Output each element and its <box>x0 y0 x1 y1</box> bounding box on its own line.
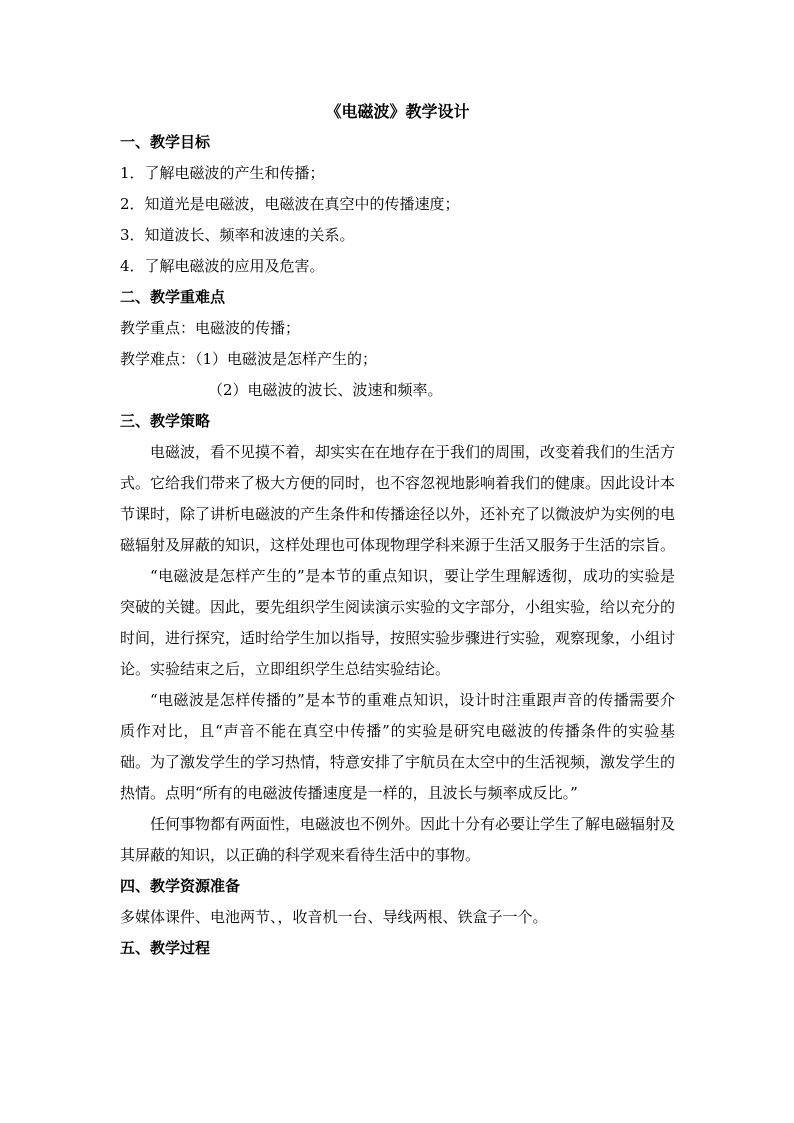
objective-item: 2．知道光是电磁波，电磁波在真空中的传播速度； <box>120 195 460 213</box>
key-point-difficulty-1: 教学难点：（1）电磁波是怎样产生的； <box>120 350 378 368</box>
objective-item: 3．知道波长、频率和波速的关系。 <box>120 226 355 244</box>
section-heading-process: 五、教学过程 <box>120 939 211 957</box>
document-title: 《电磁波》教学设计 <box>325 102 470 121</box>
strategy-paragraph: “电磁波是怎样产生的”是本节的重点知识，要让学生理解透彻，成功的实验是突破的关键。因此，要先组织学生阅读演示实验的文字部分，小组实验，给以充分的时间，进行探究，适时给学生加以指导，按照实验步骤进行实验，观察现象，小组讨论。实验结束之后，立即组织学生总结实验结论。 <box>120 567 676 678</box>
objective-item: 4．了解电磁波的应用及危害。 <box>120 257 325 275</box>
section-heading-key-points: 二、教学重难点 <box>120 288 226 306</box>
strategy-paragraph: 电磁波，看不见摸不着，却实实在在地存在于我们的周围，改变着我们的生活方式。它给我们带来了极大方便的同时，也不容忽视地影响着我们的健康。因此设计本节课时，除了讲析电磁波的产生条件和传播途径以外，还补充了以微波炉为实例的电磁辐射及屏蔽的知识，这样处理也可体现物理学科来源于生活又服务于生活的宗旨。 <box>120 443 676 554</box>
resources-text: 多媒体课件、电池两节、，收音机一台、导线两根、铁盒子一个。 <box>120 908 548 926</box>
section-heading-objectives: 一、教学目标 <box>120 133 211 151</box>
strategy-paragraph: “电磁波是怎样传播的”是本节的重难点知识，设计时注重跟声音的传播需要介质作对比，且“声音不能在真空中传播”的实验是研究电磁波的传播条件的实验基础。为了激发学生的学习热情，特意安排了宇航员在太空中的生活视频，激发学生的热情。点明“所有的电磁波传播速度是一样的，且波长与频率成反比。” <box>120 691 676 802</box>
strategy-paragraph: 任何事物都有两面性，电磁波也不例外。因此十分有必要让学生了解电磁辐射及其屏蔽的知识，以正确的科学观来看待生活中的事物。 <box>120 815 676 864</box>
document-body <box>120 96 675 964</box>
key-point-difficulty-2: （2）电磁波的波长、波速和频率。 <box>208 381 443 399</box>
objective-item: 1．了解电磁波的产生和传播； <box>120 164 325 182</box>
section-heading-strategy: 三、教学策略 <box>120 412 211 430</box>
key-point-focus: 教学重点：电磁波的传播； <box>120 319 301 337</box>
section-heading-resources: 四、教学资源准备 <box>120 877 241 895</box>
